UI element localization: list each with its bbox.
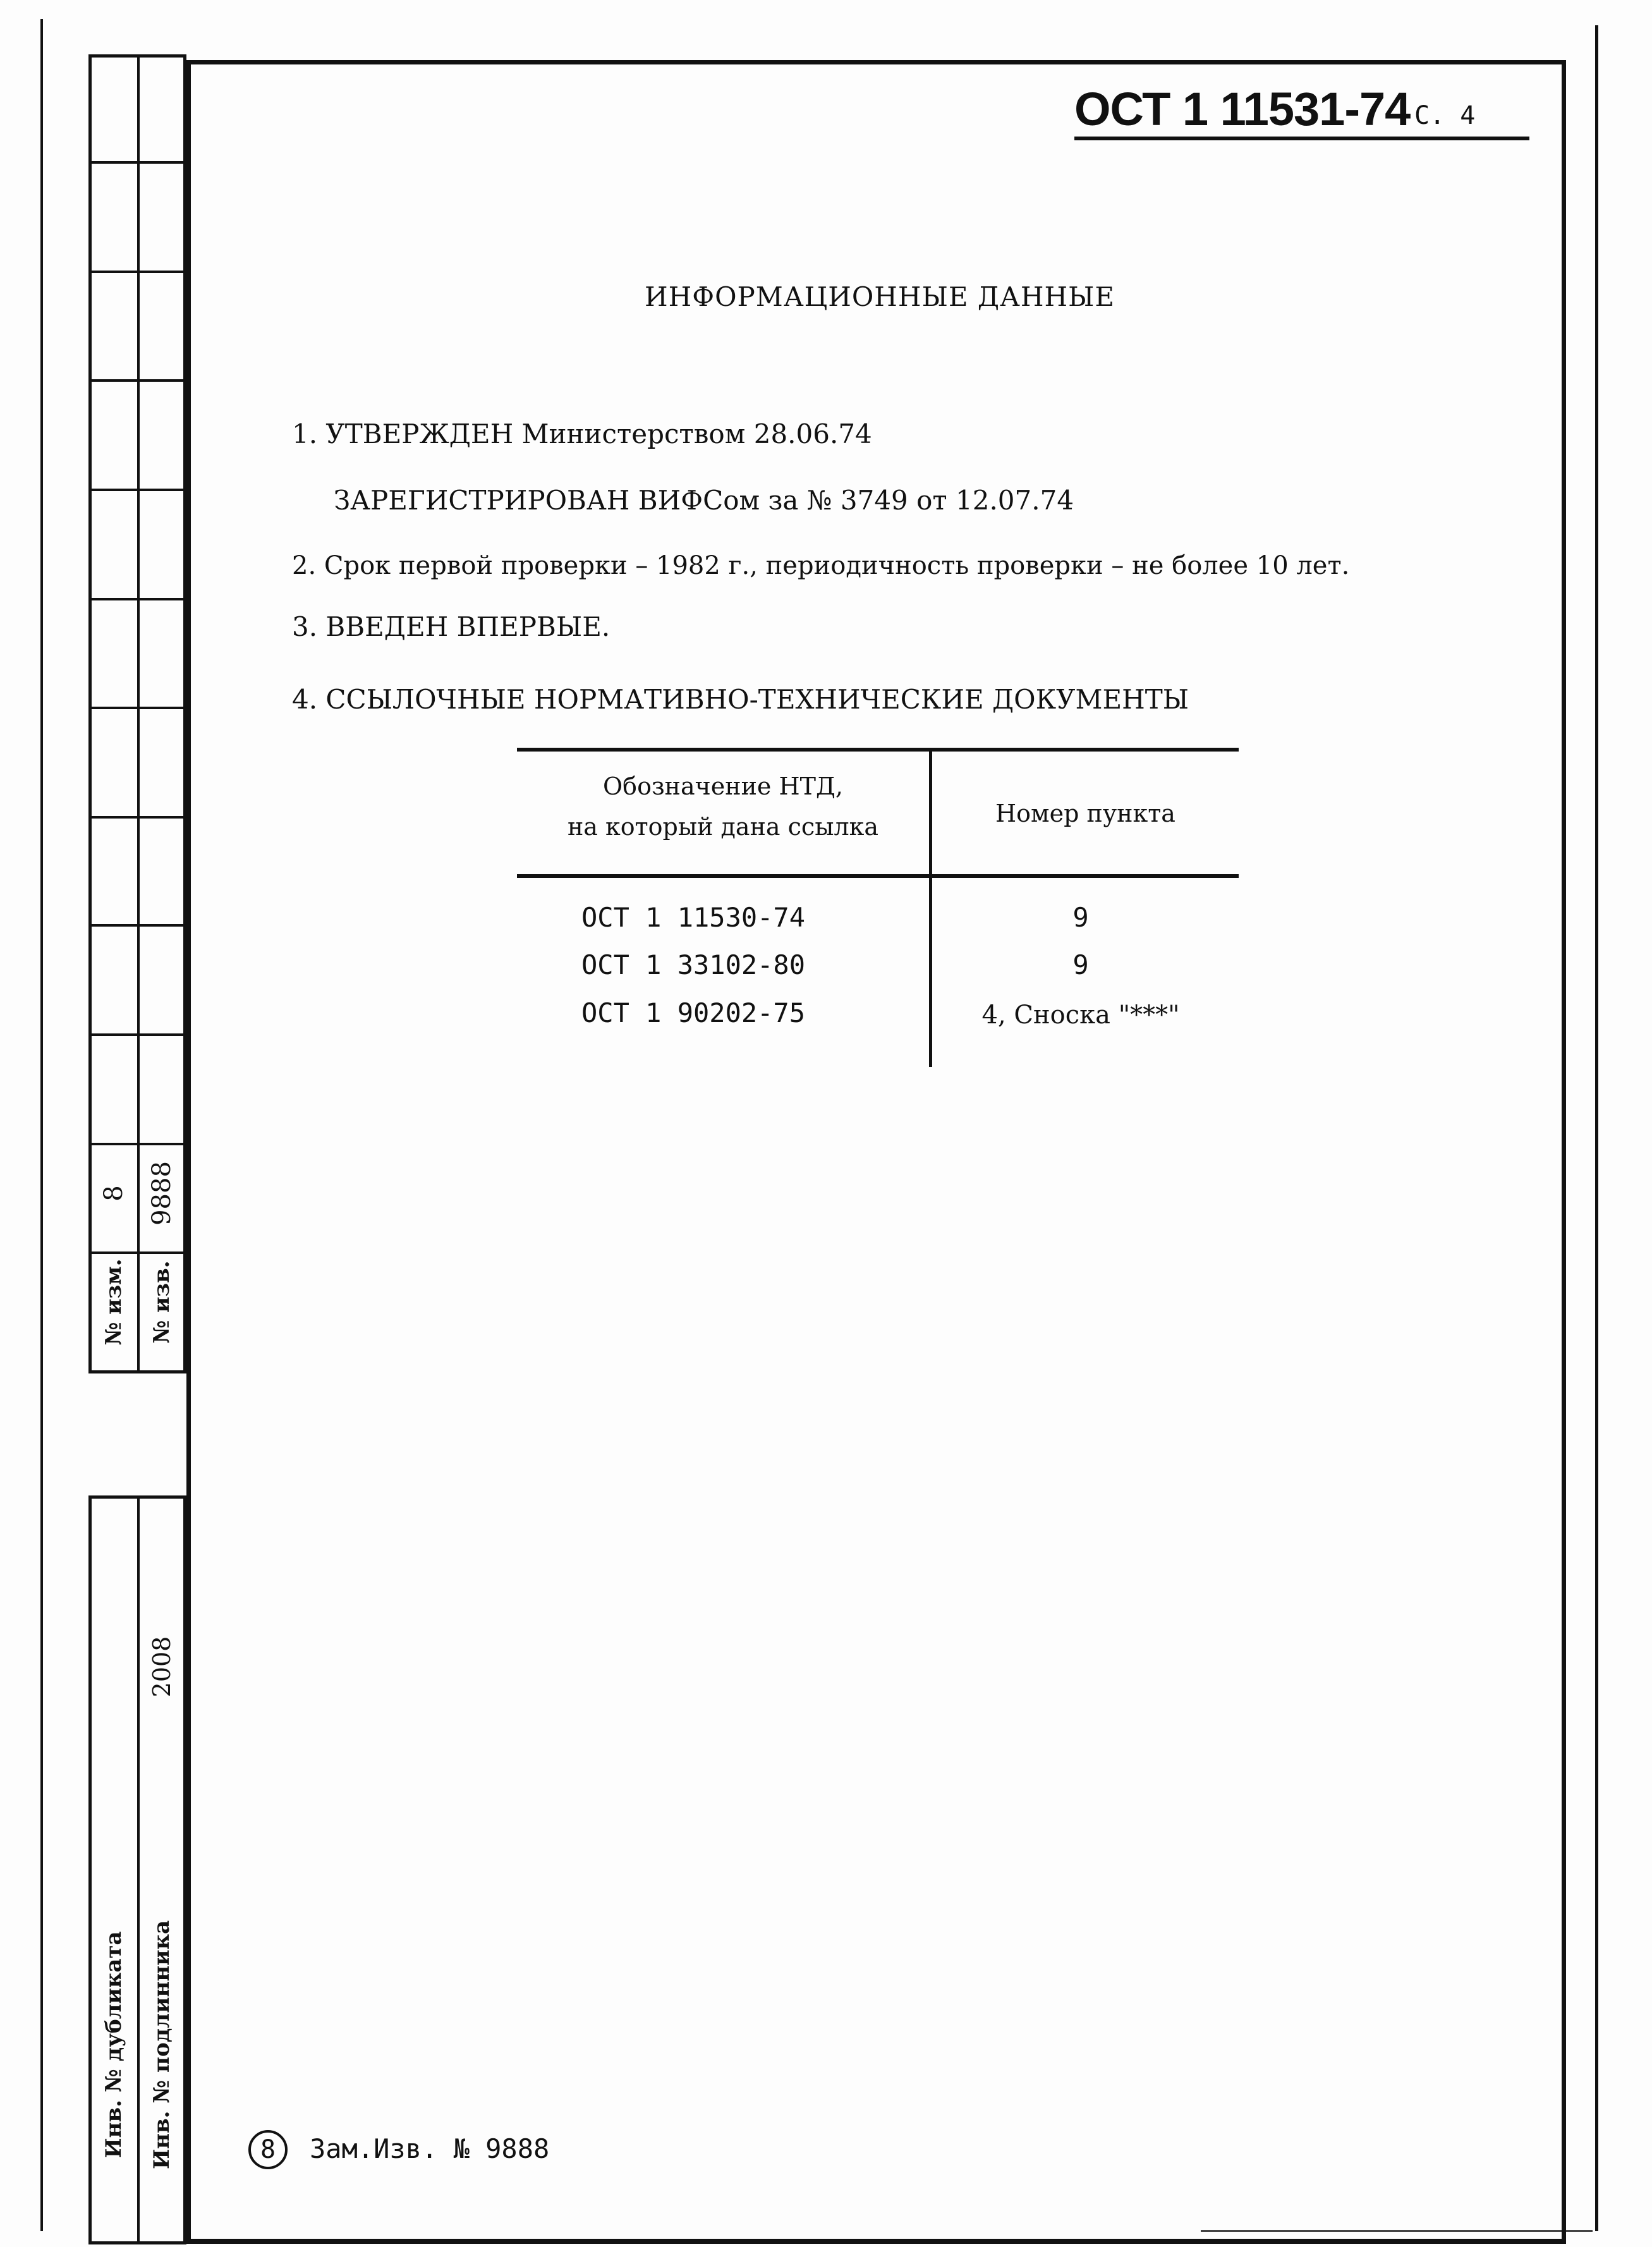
strip-cell-divider (88, 1033, 186, 1036)
col1-header-line1: Обозначение НТД, (603, 772, 843, 800)
izv-value: 9888 (147, 1161, 176, 1226)
strip-cell-divider (88, 598, 186, 600)
item-2: 2. Срок первой проверки – 1982 г., периодичность проверки – не более 10 лет. (292, 551, 1350, 580)
item-3: 3. ВВЕДЕН ВПЕРВЫЕ. (292, 611, 610, 642)
izv-label: № изв. (149, 1260, 174, 1344)
doc-code: ОСТ 1 11531-74 (1074, 83, 1411, 135)
strip-cell-divider (88, 379, 186, 382)
item-4: 4. ССЫЛОЧНЫЕ НОРМАТИВНО-ТЕХНИЧЕСКИЕ ДОКУМЕНТЫ (292, 684, 1189, 715)
strip-cell-divider (88, 271, 186, 273)
table-row-2-doc: ОСТ 1 33102-80 (581, 949, 806, 980)
page-title: ИНФОРМАЦИОННЫЕ ДАННЫЕ (645, 281, 1115, 312)
table-row-3-doc: ОСТ 1 90202-75 (581, 997, 806, 1028)
sheet-edge-left (40, 19, 43, 2231)
item-1-line-2: ЗАРЕГИСТРИРОВАН ВИФСом за № 3749 от 12.07.74 (334, 485, 1074, 516)
izm-label: № изм. (101, 1258, 126, 1346)
header-underline (1074, 137, 1529, 140)
col2-header: Номер пункта (995, 800, 1175, 827)
item-1-line-1: 1. УТВЕРЖДЕН Министерством 28.06.74 (292, 418, 872, 449)
table-header-rule (517, 874, 1239, 878)
dubl-label: Инв. № дубликата (101, 1931, 126, 2159)
change-number-circle: 8 (248, 2130, 288, 2169)
podl-value: 2008 (148, 1636, 176, 1698)
sheet-edge-right (1595, 25, 1598, 2231)
strip-cell-divider (88, 489, 186, 491)
podl-label: Инв. № подлинника (149, 1920, 174, 2170)
table-top-rule (517, 748, 1239, 752)
strip-cell-divider (88, 924, 186, 927)
binding-strip-divider (137, 1495, 140, 2244)
strip-cell-divider (88, 816, 186, 819)
table-row-1-point: 9 (1072, 902, 1089, 933)
table-row-2-point: 9 (1072, 949, 1089, 980)
binding-strip-divider (137, 54, 140, 1373)
col1-header-line2: на который дана ссылка (567, 813, 879, 841)
footer-change-notice: Зам.Изв. № 9888 (310, 2133, 550, 2164)
table-row-3-point: 4, Сноска "***" (981, 1001, 1180, 1030)
page-frame (186, 60, 1566, 2244)
table-row-1-doc: ОСТ 1 11530-74 (581, 902, 806, 933)
page-label: С. 4 (1414, 101, 1476, 130)
strip-cell-divider (88, 707, 186, 709)
izm-value: 8 (99, 1185, 128, 1202)
strip-cell-divider (88, 161, 186, 164)
